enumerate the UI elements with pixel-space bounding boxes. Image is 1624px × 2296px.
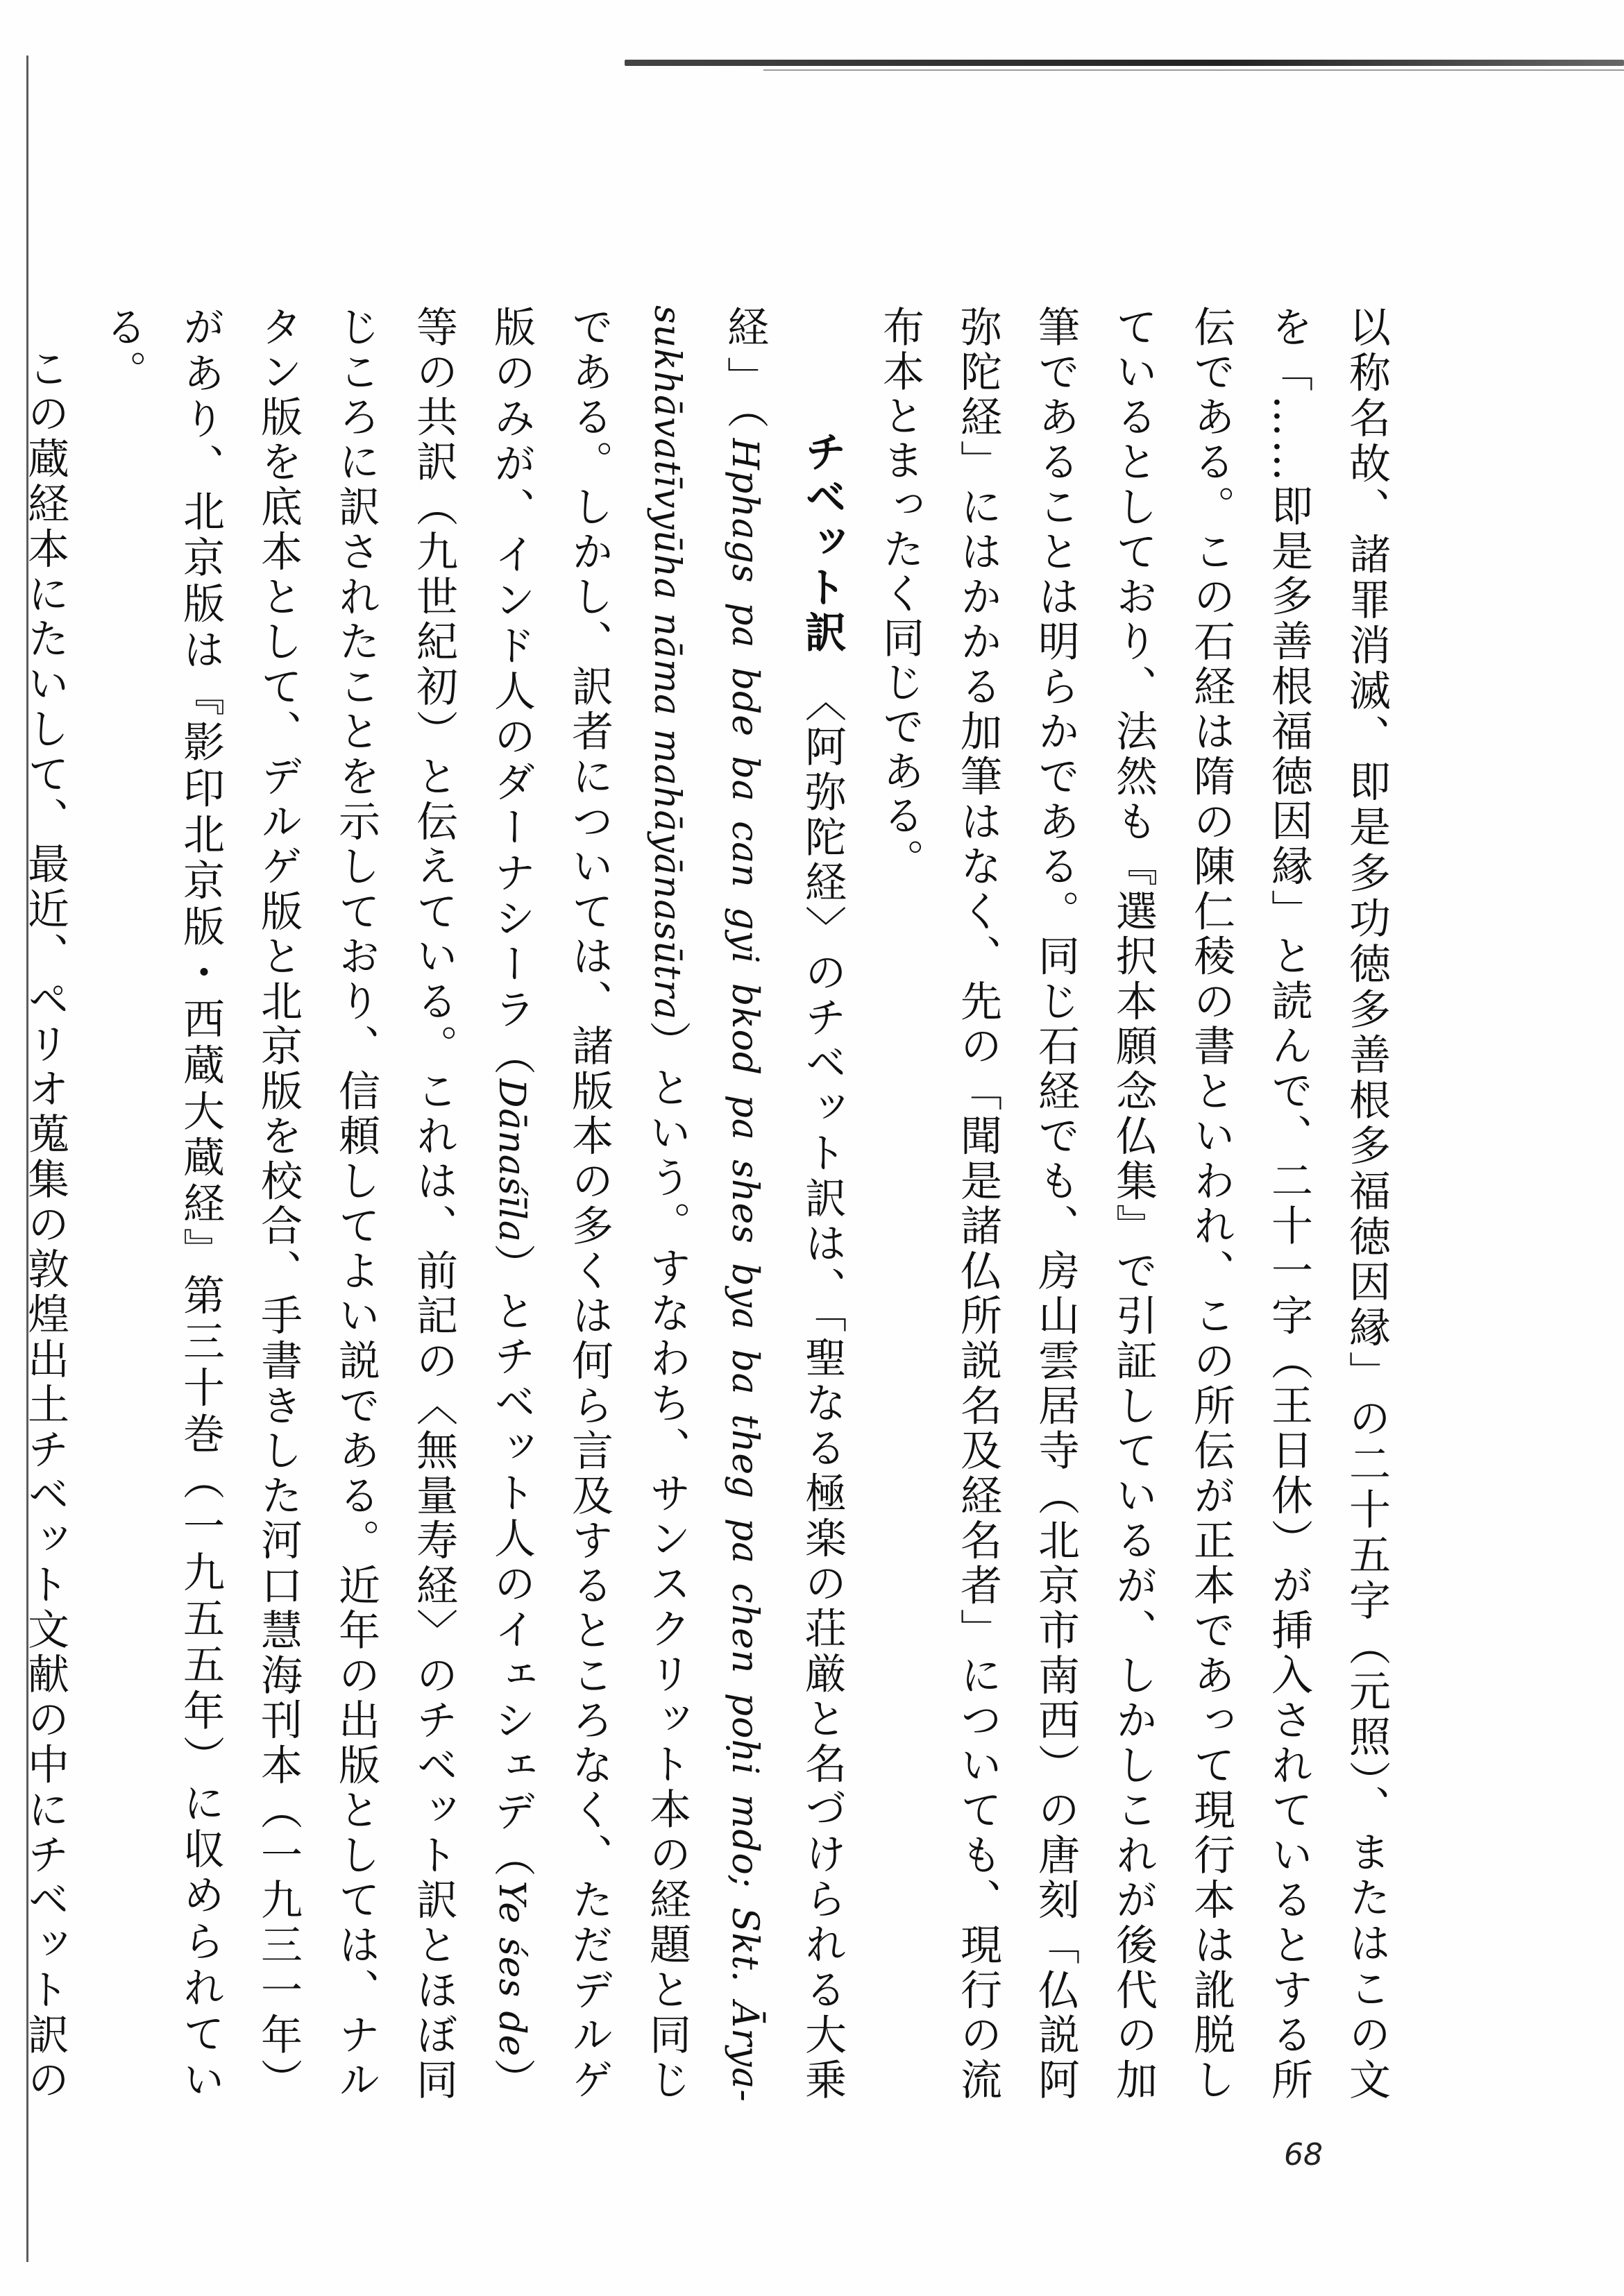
romanized-name: Dānaśīla <box>491 1078 532 1243</box>
paragraph-tibetan-translation <box>84 305 861 2102</box>
romanized-title: Hphags pa bde ba can gyi bkod pa shes bya ba theg pa chen poḥi mdo; Skt. Ārya-sukhāvatīvyūha nāma mahāyānasūtra <box>646 305 766 2103</box>
paragraph-text: 以称名故、諸罪消滅、即是多功徳多善根多福徳因縁」の二十五字（元照）、またはこの文を「……即是多善根福徳因縁」と読んで、二十一字（王日休）が挿入されているとする所伝である。この石経は隋の陳仁稜の書といわれ、この所伝が正本であって現行本は訛脱しているとしており、法然も『選択本願念仏集』で引証しているが、しかしこれが後代の加筆であることは明らかである。同じ石経でも、房山雲居寺（北京市南西）の唐刻「仏説阿弥陀経」にはかかる加筆はなく、先の「聞是諸仏所説名及経名者」についても、現行の流布本とまったく同じである。 <box>876 305 1391 2103</box>
body-text <box>21 305 1405 2103</box>
section-heading: チベット訳 <box>798 430 847 656</box>
paragraph-stone-sutra <box>861 305 1405 2102</box>
paragraph-dunhuang-variant <box>0 305 84 2102</box>
paragraph-text: 〈阿弥陀経〉のチベット訳は、「聖なる極楽の荘厳と名づけられる大乗経」（ <box>720 305 847 2103</box>
header-rule <box>625 60 1624 66</box>
paragraph-text: ）等の共訳（九世紀初）と伝えている。これは、前記の〈無量寿経〉のチベット訳とほぼ同じころに訳されたことを示しており、信頼してよい説である。近年の出版としては、ナルタン版を底本として、デルゲ版と北京版を校合、手書きした河口慧海刊本（一九三一年）があり、北京版は『影印北京版・西蔵大蔵経』第三十巻（一九五五年）に収められている。 <box>99 305 536 2103</box>
header-rule-thin <box>763 69 1624 71</box>
romanized-name: Ye śes de <box>491 1880 532 2057</box>
paragraph-text: ）という。すなわち、サンスクリット本の経題と同じである。しかし、訳者については、諸版本の多くは何ら言及するところなく、ただデルゲ版のみが、インド人のダーナシーラ（ <box>487 305 691 2102</box>
page-number: 68 <box>1284 2137 1323 2172</box>
paragraph-text: ）とチベット人のイェシェデ（ <box>487 1242 536 1881</box>
paragraph-text: この蔵経本にたいして、最近、ペリオ蒐集の敦煌出土チベット文献の中にチベット訳の <box>21 347 69 2102</box>
